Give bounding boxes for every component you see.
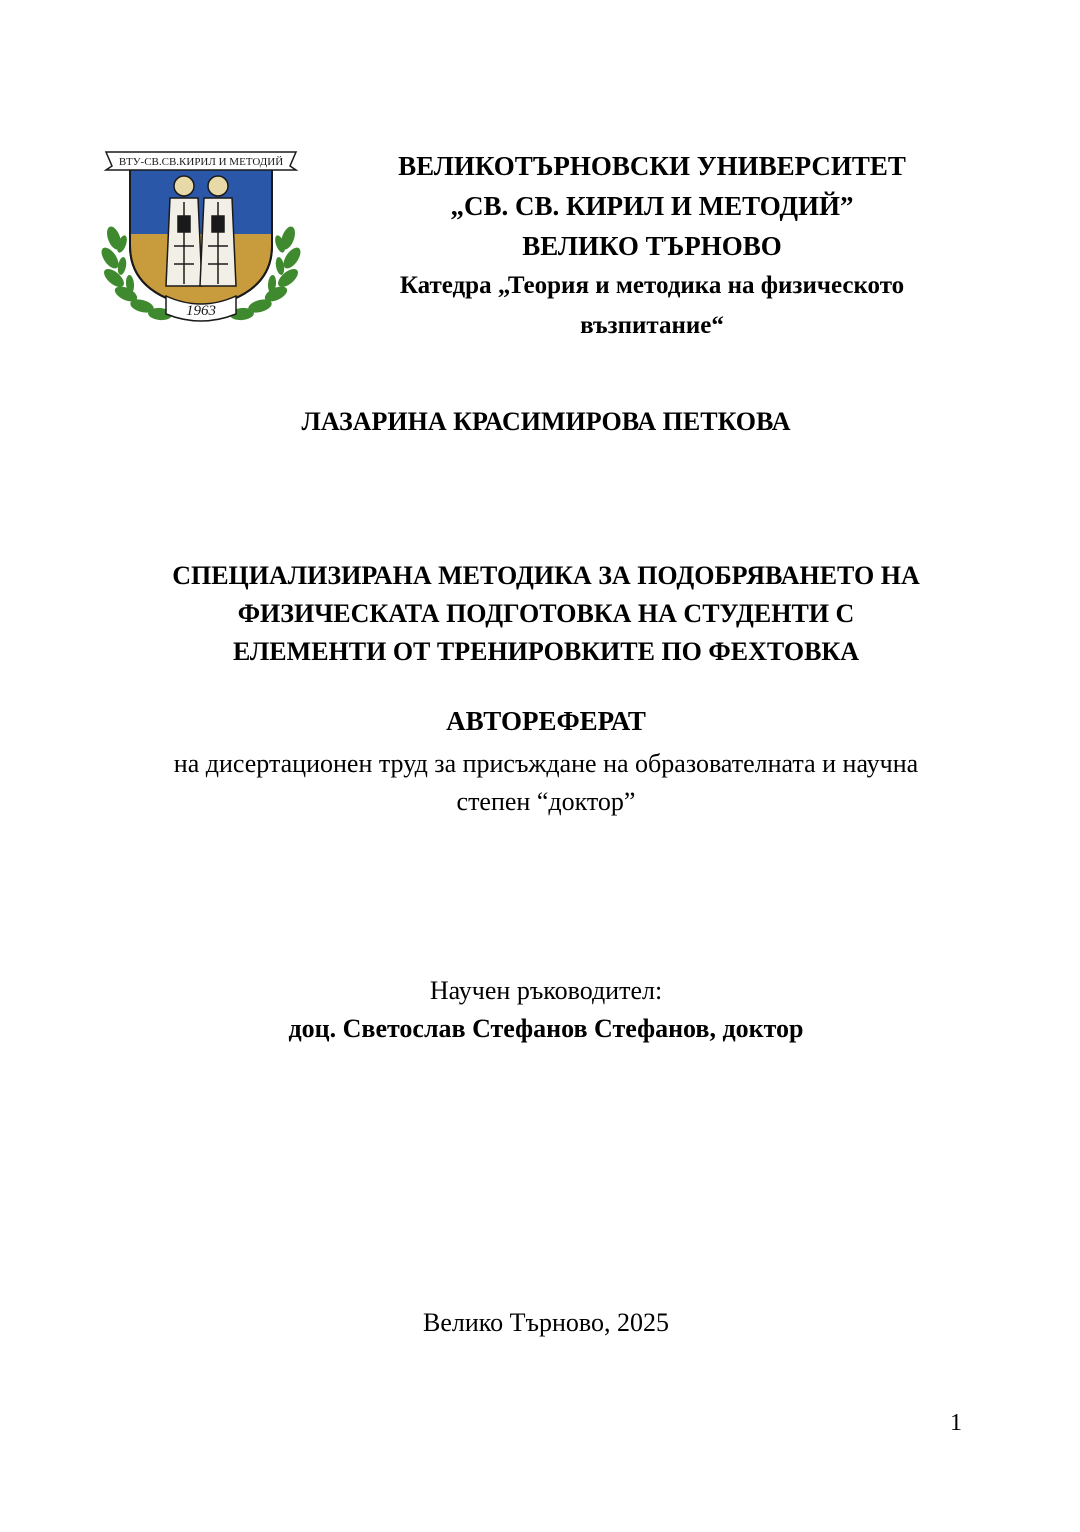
university-logo xyxy=(100,146,302,324)
supervisor-label: Научен ръководител: xyxy=(429,976,663,1005)
abstract-desc-line1: на дисертационен труд за присъждане на образователната и научна xyxy=(173,749,919,778)
logo-year-text: 1963 xyxy=(186,303,216,319)
institution-header xyxy=(340,146,964,346)
abstract-description xyxy=(0,745,1080,821)
page-number: 1 xyxy=(950,1410,962,1436)
supervisor-block xyxy=(0,972,1080,1048)
shield-icon xyxy=(130,168,272,308)
department-line2: възпитание“ xyxy=(580,312,724,339)
abstract-heading: АВТОРЕФЕРАТ xyxy=(446,706,646,736)
place-year: Велико Търново, 2025 xyxy=(423,1308,669,1337)
dissertation-title xyxy=(0,557,1080,671)
title-line3: ЕЛЕМЕНТИ ОТ ТРЕНИРОВКИТЕ ПО ФЕХТОВКА xyxy=(232,637,860,666)
university-name-line1: ВЕЛИКОТЪРНОВСКИ УНИВЕРСИТЕТ xyxy=(398,151,906,181)
abstract-desc-line2: степен “доктор” xyxy=(456,787,636,816)
author-name: ЛАЗАРИНА КРАСИМИРОВА ПЕТКОВА xyxy=(301,407,791,436)
university-name-line2: „СВ. СВ. КИРИЛ И МЕТОДИЙ” xyxy=(450,191,854,221)
university-city-line: ВЕЛИКО ТЪРНОВО xyxy=(522,231,782,261)
supervisor-name: доц. Светослав Стефанов Стефанов, доктор xyxy=(288,1014,804,1043)
title-line1: СПЕЦИАЛИЗИРАНА МЕТОДИКА ЗА ПОДОБРЯВАНЕТО НА xyxy=(172,561,920,590)
title-line2: ФИЗИЧЕСКАТА ПОДГОТОВКА НА СТУДЕНТИ С xyxy=(237,599,855,628)
logo-ribbon-text: ВТУ-СВ.СВ.КИРИЛ И МЕТОДИЙ xyxy=(118,156,284,168)
department-line1: Катедра „Теория и методика на физическото xyxy=(399,272,905,299)
